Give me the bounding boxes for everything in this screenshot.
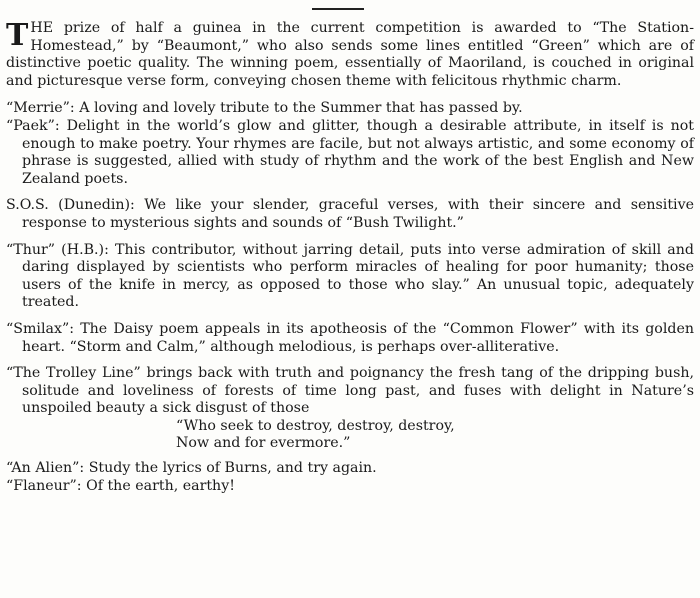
- entry-smilax: “Smilax”: The Daisy poem appeals in its apotheosis of the “Common Flower” with its golden heart. “Storm and Calm,” although melodious, is perhaps over-alliterative.: [6, 320, 694, 355]
- entry-trolley-line: “The Trolley Line” brings back with truth and poignancy the fresh tang of the dripping bush, solitude and loveliness of forests of time long past, and fuses with delight in Nature’s unspoiled beauty a sick disgust of those: [6, 365, 694, 417]
- intro-paragraph: [6, 20, 694, 90]
- drop-cap: T: [6, 18, 29, 53]
- entry-sos: S.O.S. (Dunedin): We like your slender, graceful verses, with their sincere and sensitive response to mysterious sights and sounds of “Bush Twilight.”: [6, 197, 694, 231]
- verse-line-1: “Who seek to destroy, destroy, destroy,: [176, 417, 455, 434]
- verse-quote: [6, 418, 694, 453]
- entry-flaneur: “Flaneur”: Of the earth, earthy!: [6, 477, 235, 494]
- intro-text: HE prize of half a guinea in the current competition is awarded to “The Station-Homestead,” by “Beaumont,” who also sends some lines entitled “Green” which are of distinctive poetic quality. The winning poem, essentially of Maoriland, is couched in original and picturesque verse form, conveying chosen theme with felicitous rhythmic charm.: [6, 20, 694, 89]
- entry-merrie: “Merrie”: A loving and lovely tribute to the Summer that has passed by.: [6, 100, 523, 117]
- article-column: [6, 20, 694, 495]
- entry-thur: “Thur” (H.B.): This contributor, without jarring detail, puts into verse admiration of skill and daring displayed by scientists who perform miracles of healing for poor humanity; those users of the knife in mercy, as opposed to those who slay.” An unusual topic, adequately treated.: [6, 241, 694, 311]
- header-rule: [312, 8, 364, 10]
- entry-an-alien: “An Alien”: Study the lyrics of Burns, and try again.: [6, 460, 377, 477]
- verse-line-2: Now and for evermore.”: [176, 435, 351, 452]
- entry-paek: “Paek”: Delight in the world’s glow and glitter, though a desirable attribute, in itself is not enough to make poetry. Your rhymes are facile, but not always artistic, and some economy of phrase is suggested, allied with study of rhythm and the work of the best English and New Zealand poets.: [6, 117, 694, 187]
